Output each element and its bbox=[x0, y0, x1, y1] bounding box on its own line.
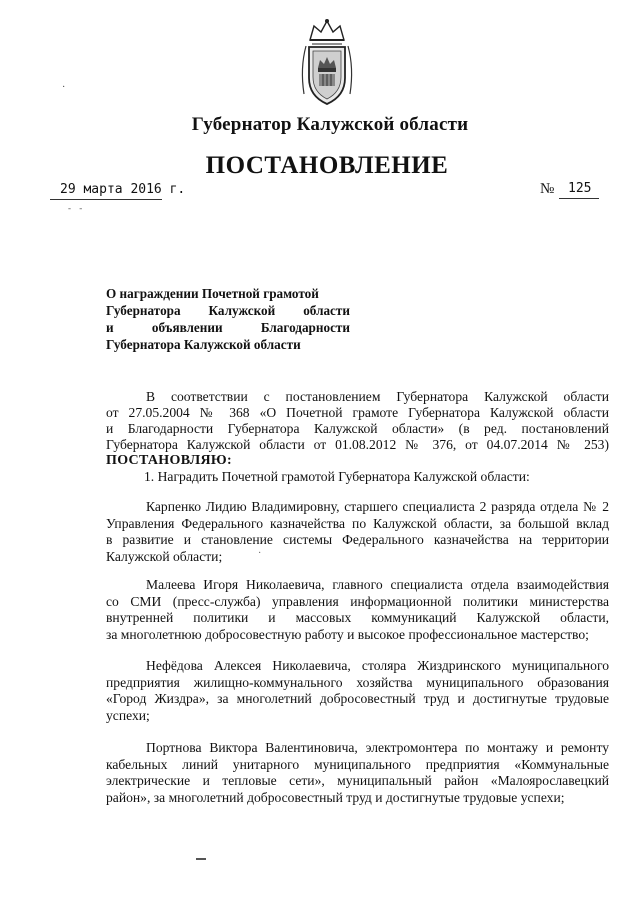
awardee-line: предприятия жилищно-коммунального хозяйства муниципального образования bbox=[106, 674, 609, 690]
subject-line: Губернатора Калужской области bbox=[106, 337, 301, 352]
scan-specks: - - bbox=[68, 203, 86, 213]
awardee-paragraph bbox=[106, 740, 609, 806]
issuer-title: Губернатор Калужской области bbox=[191, 114, 469, 135]
preamble-line: и Благодарности Губернатора Калужской области» (в ред. постановлений bbox=[106, 421, 609, 436]
scan-speck: · bbox=[258, 548, 262, 559]
awardee-line: со СМИ (пресс-служба) управления информационной политики министерства bbox=[106, 593, 609, 609]
awardee-line: электрические и тепловые сети», муниципальный район «Малоярославецкий bbox=[106, 773, 609, 788]
awardee-line: Портнова Виктора Валентиновича, электромонтера по монтажу и ремонту bbox=[146, 740, 609, 755]
awardee-line: за многолетнюю добросовестную работу и высокое профессиональное мастерство; bbox=[106, 626, 589, 642]
preamble-line: от 27.05.2004 № 368 «О Почетной грамоте Губернатора Калужской области bbox=[106, 405, 609, 420]
date-underline bbox=[50, 199, 162, 200]
awardee-line: Нефёдова Алексея Николаевича, столяра Жиздринского муниципального bbox=[146, 658, 609, 673]
scan-speck: · bbox=[62, 82, 66, 93]
awardee-line: район», за многолетний добросовестный труд и достигнутые трудовые успехи; bbox=[106, 789, 565, 805]
awardee-line: в развитие и становление системы Федерального казначейства на территории bbox=[106, 532, 609, 547]
document-subject bbox=[106, 285, 350, 353]
document-date: 29 марта 2016 г. bbox=[60, 182, 186, 197]
awardee-line: внутренней политики и массовых коммуникаций Калужской области, bbox=[106, 610, 609, 625]
awardee-line: Управления Федерального казначейства по Калужской области, за большой вклад bbox=[106, 515, 609, 531]
preamble-line: В соответствии с постановлением Губернатора Калужской области bbox=[146, 389, 609, 404]
resolve-heading: ПОСТАНОВЛЯЮ: bbox=[106, 453, 232, 468]
awardee-paragraph bbox=[106, 499, 609, 565]
awardee-line: Малеева Игоря Николаевича, главного специалиста отдела взаимодействия bbox=[146, 577, 609, 592]
kaluga-coat-of-arms-icon bbox=[296, 18, 358, 108]
number-underline bbox=[559, 198, 599, 199]
document-type: ПОСТАНОВЛЕНИЕ bbox=[205, 152, 449, 179]
awardee-line: Карпенко Лидию Владимировну, старшего специалиста 2 разряда отдела № 2 bbox=[146, 499, 609, 514]
awardee-line: «Город Жиздра», за многолетний добросовестный труд и достигнутые трудовые bbox=[106, 691, 609, 706]
awardee-line: успехи; bbox=[106, 707, 150, 723]
number-label: № bbox=[540, 181, 555, 197]
preamble-line: Губернатора Калужской области от 01.08.2012 № 376, от 04.07.2014 № 253) bbox=[106, 437, 609, 452]
scan-speck bbox=[196, 858, 206, 860]
awardee-paragraph bbox=[106, 577, 609, 643]
subject-line: и объявлении Благодарности bbox=[106, 320, 350, 335]
awardee-paragraph bbox=[106, 658, 609, 724]
document-number: 125 bbox=[568, 181, 592, 196]
item-1: 1. Наградить Почетной грамотой Губернатора Калужской области: bbox=[144, 469, 530, 484]
preamble-paragraph bbox=[106, 389, 609, 485]
awardee-line: кабельных линий унитарного муниципального предприятия «Коммунальные bbox=[106, 756, 609, 772]
subject-line: Губернатора Калужской области bbox=[106, 303, 350, 318]
subject-line: О награждении Почетной грамотой bbox=[106, 286, 319, 301]
awardee-line: Калужской области; bbox=[106, 548, 223, 564]
